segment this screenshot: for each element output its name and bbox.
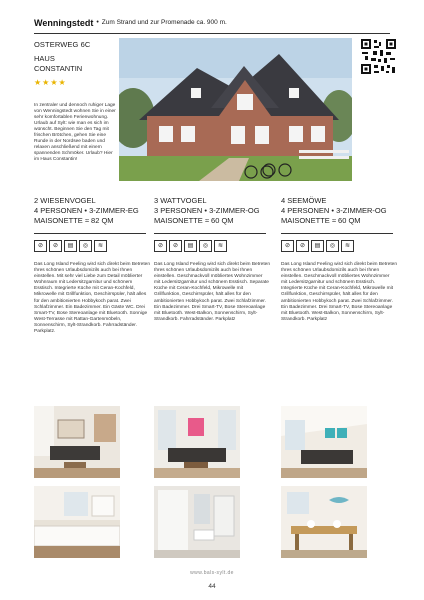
apartment-description: Das Long Island Feeling wird sich direkt beim Betreten Ihres schönen Urlaubsdomizils auch bei Ihnen einstellen. Mit sehr viel Liebe zum Detail möblierter Wohnraum mit Ledersitzgarnitur und schönem Esstisch. Integrierte Küche mit Ceran-Kochfeld, Mikrowelle mit Grillfunktion, Geschirrspüler, hält alles für den ambitionierten Hobbykoch parat. Zwei Schlafzimmer. Ein Badezimmer. Ein Gäste WC. Drei Smart-TV, Bose Stereoanlage mit Bluetooth. Sonnige West-Terrasse mit Rattan-Gartenmöbeln, Sonnenschirm, Sylt-Strandkorb. Fahrradständer. Parkplatz. (34, 262, 150, 335)
apartment-seemoewe (281, 196, 401, 323)
divider (281, 233, 393, 234)
washing-machine-icon: ◎ (79, 240, 92, 252)
no-pets-icon: ⊘ (296, 240, 309, 252)
property-intro-text: In zentraler und dennoch ruhiger Lage von Wenningstedt wohnen Sie in einer sehr komfortablen Ferienwohnung. Urlaub auf Sylt: wie man es sich im wünscht. Beginnen Sie den Tag mit frischen Brötchen, gehen Sie eine Runde in der Nordsee baden und relaxen anschließend mit einem spannenden Schmöker. Urlaub? Hier im Haus Constantin! (34, 103, 116, 162)
star-rating: ★★★★ (34, 78, 67, 87)
apartment-size: MAISONETTE ≈ 60 QM (154, 216, 234, 225)
no-pets-icon: ⊘ (169, 240, 182, 252)
divider (154, 233, 266, 234)
apartment-size: MAISONETTE ≈ 82 QM (34, 216, 114, 225)
dishwasher-icon: ▤ (184, 240, 197, 252)
header-subtitle: Zum Strand und zur Promenade ca. 900 m. (101, 19, 227, 26)
apartment-wiesenvogel (34, 196, 154, 335)
wifi-icon: ≋ (341, 240, 354, 252)
non-smoking-icon: ⊘ (154, 240, 167, 252)
apartment-title: 4 SEEMÖWE (281, 196, 327, 205)
town-name: Wenningstedt (34, 17, 94, 28)
header-separator: • (96, 19, 99, 26)
property-name (34, 54, 116, 74)
apartment-title: 2 WIESENVOGEL (34, 196, 96, 205)
property-name-line2: CONSTANTIN (34, 64, 83, 73)
apartment-persons: 4 PERSONEN • 3-ZIMMER-OG (281, 206, 387, 215)
apartment-size: MAISONETTE ≈ 60 QM (281, 216, 361, 225)
non-smoking-icon: ⊘ (281, 240, 294, 252)
dishwasher-icon: ▤ (311, 240, 324, 252)
apartment-title: 3 WATTVOGEL (154, 196, 207, 205)
apartment-description: Das Long Island Feeling wird sich direkt beim Betreten Ihres schönen Urlaubsdomizils auch bei Ihnen einstellen. Geschmackvoll möbliertes Wohnzimmer mit Ledersitzgarnitur und schönem Esstisch. Integrierte Küche mit Ceran-Kochfeld, Mikrowelle mit Grillfunktion, Geschirrspüler, hält alles für den ambitionierten Hobbykoch parat. Zwei Schlafzimmer. Ein Badezimmer. Drei Smart-TV, Bose Stereoanlage mit Bluetooth. West-Balkon, Sonnenschirm, Sylt-Strandkorb. Parkplatz (281, 262, 397, 322)
photo-wattvogel-living-room (154, 406, 240, 478)
washing-machine-icon: ◎ (326, 240, 339, 252)
amenity-icons (154, 240, 274, 252)
photo-wiesenvogel-living-room (34, 406, 120, 478)
divider (34, 233, 146, 234)
photo-wiesenvogel-kitchen (34, 486, 120, 558)
photo-seemoewe-dining (281, 486, 367, 558)
no-pets-icon: ⊘ (49, 240, 62, 252)
page-number: 44 (208, 583, 216, 590)
wifi-icon: ≋ (214, 240, 227, 252)
photo-seemoewe-living-room (281, 406, 367, 478)
dishwasher-icon: ▤ (64, 240, 77, 252)
apartment-persons: 3 PERSONEN • 3-ZIMMER-OG (154, 206, 260, 215)
page-header (34, 12, 390, 34)
apartment-description: Das Long Island Feeling wird sich direkt beim Betreten Ihres schönen Urlaubsdomizils auch bei Ihnen einstellen. Geschmackvoll möbliertes Wohnzimmer mit Ledersitzgarnitur und schönem Esstisch. Separate Küche mit Ceran-Kochfeld, Mikrowelle mit Grillfunktion, Geschirrspüler, hält alles für den ambitionierten Hobbykoch parat. Zwei Schlafzimmer. Ein Badezimmer. Drei Smart-TV, Bose Stereoanlage mit Bluetooth. West-Balkon, Sonnenschirm, Sylt-Strandkorb. Fahrradständer. Parkplatz (154, 262, 270, 322)
house-photo (119, 38, 352, 181)
amenity-icons (34, 240, 154, 252)
property-intro (34, 40, 116, 163)
washing-machine-icon: ◎ (199, 240, 212, 252)
amenity-icons (281, 240, 401, 252)
property-address: OSTERWEG 6C (34, 40, 91, 49)
photo-wattvogel-bathroom (154, 486, 240, 558)
non-smoking-icon: ⊘ (34, 240, 47, 252)
wifi-icon: ≋ (94, 240, 107, 252)
apartment-wattvogel (154, 196, 274, 323)
qr-code[interactable] (360, 38, 397, 75)
website-url[interactable]: www.bals-sylt.de (190, 570, 234, 576)
property-name-line1: HAUS (34, 54, 55, 63)
apartment-persons: 4 PERSONEN • 3-ZIMMER-EG (34, 206, 139, 215)
